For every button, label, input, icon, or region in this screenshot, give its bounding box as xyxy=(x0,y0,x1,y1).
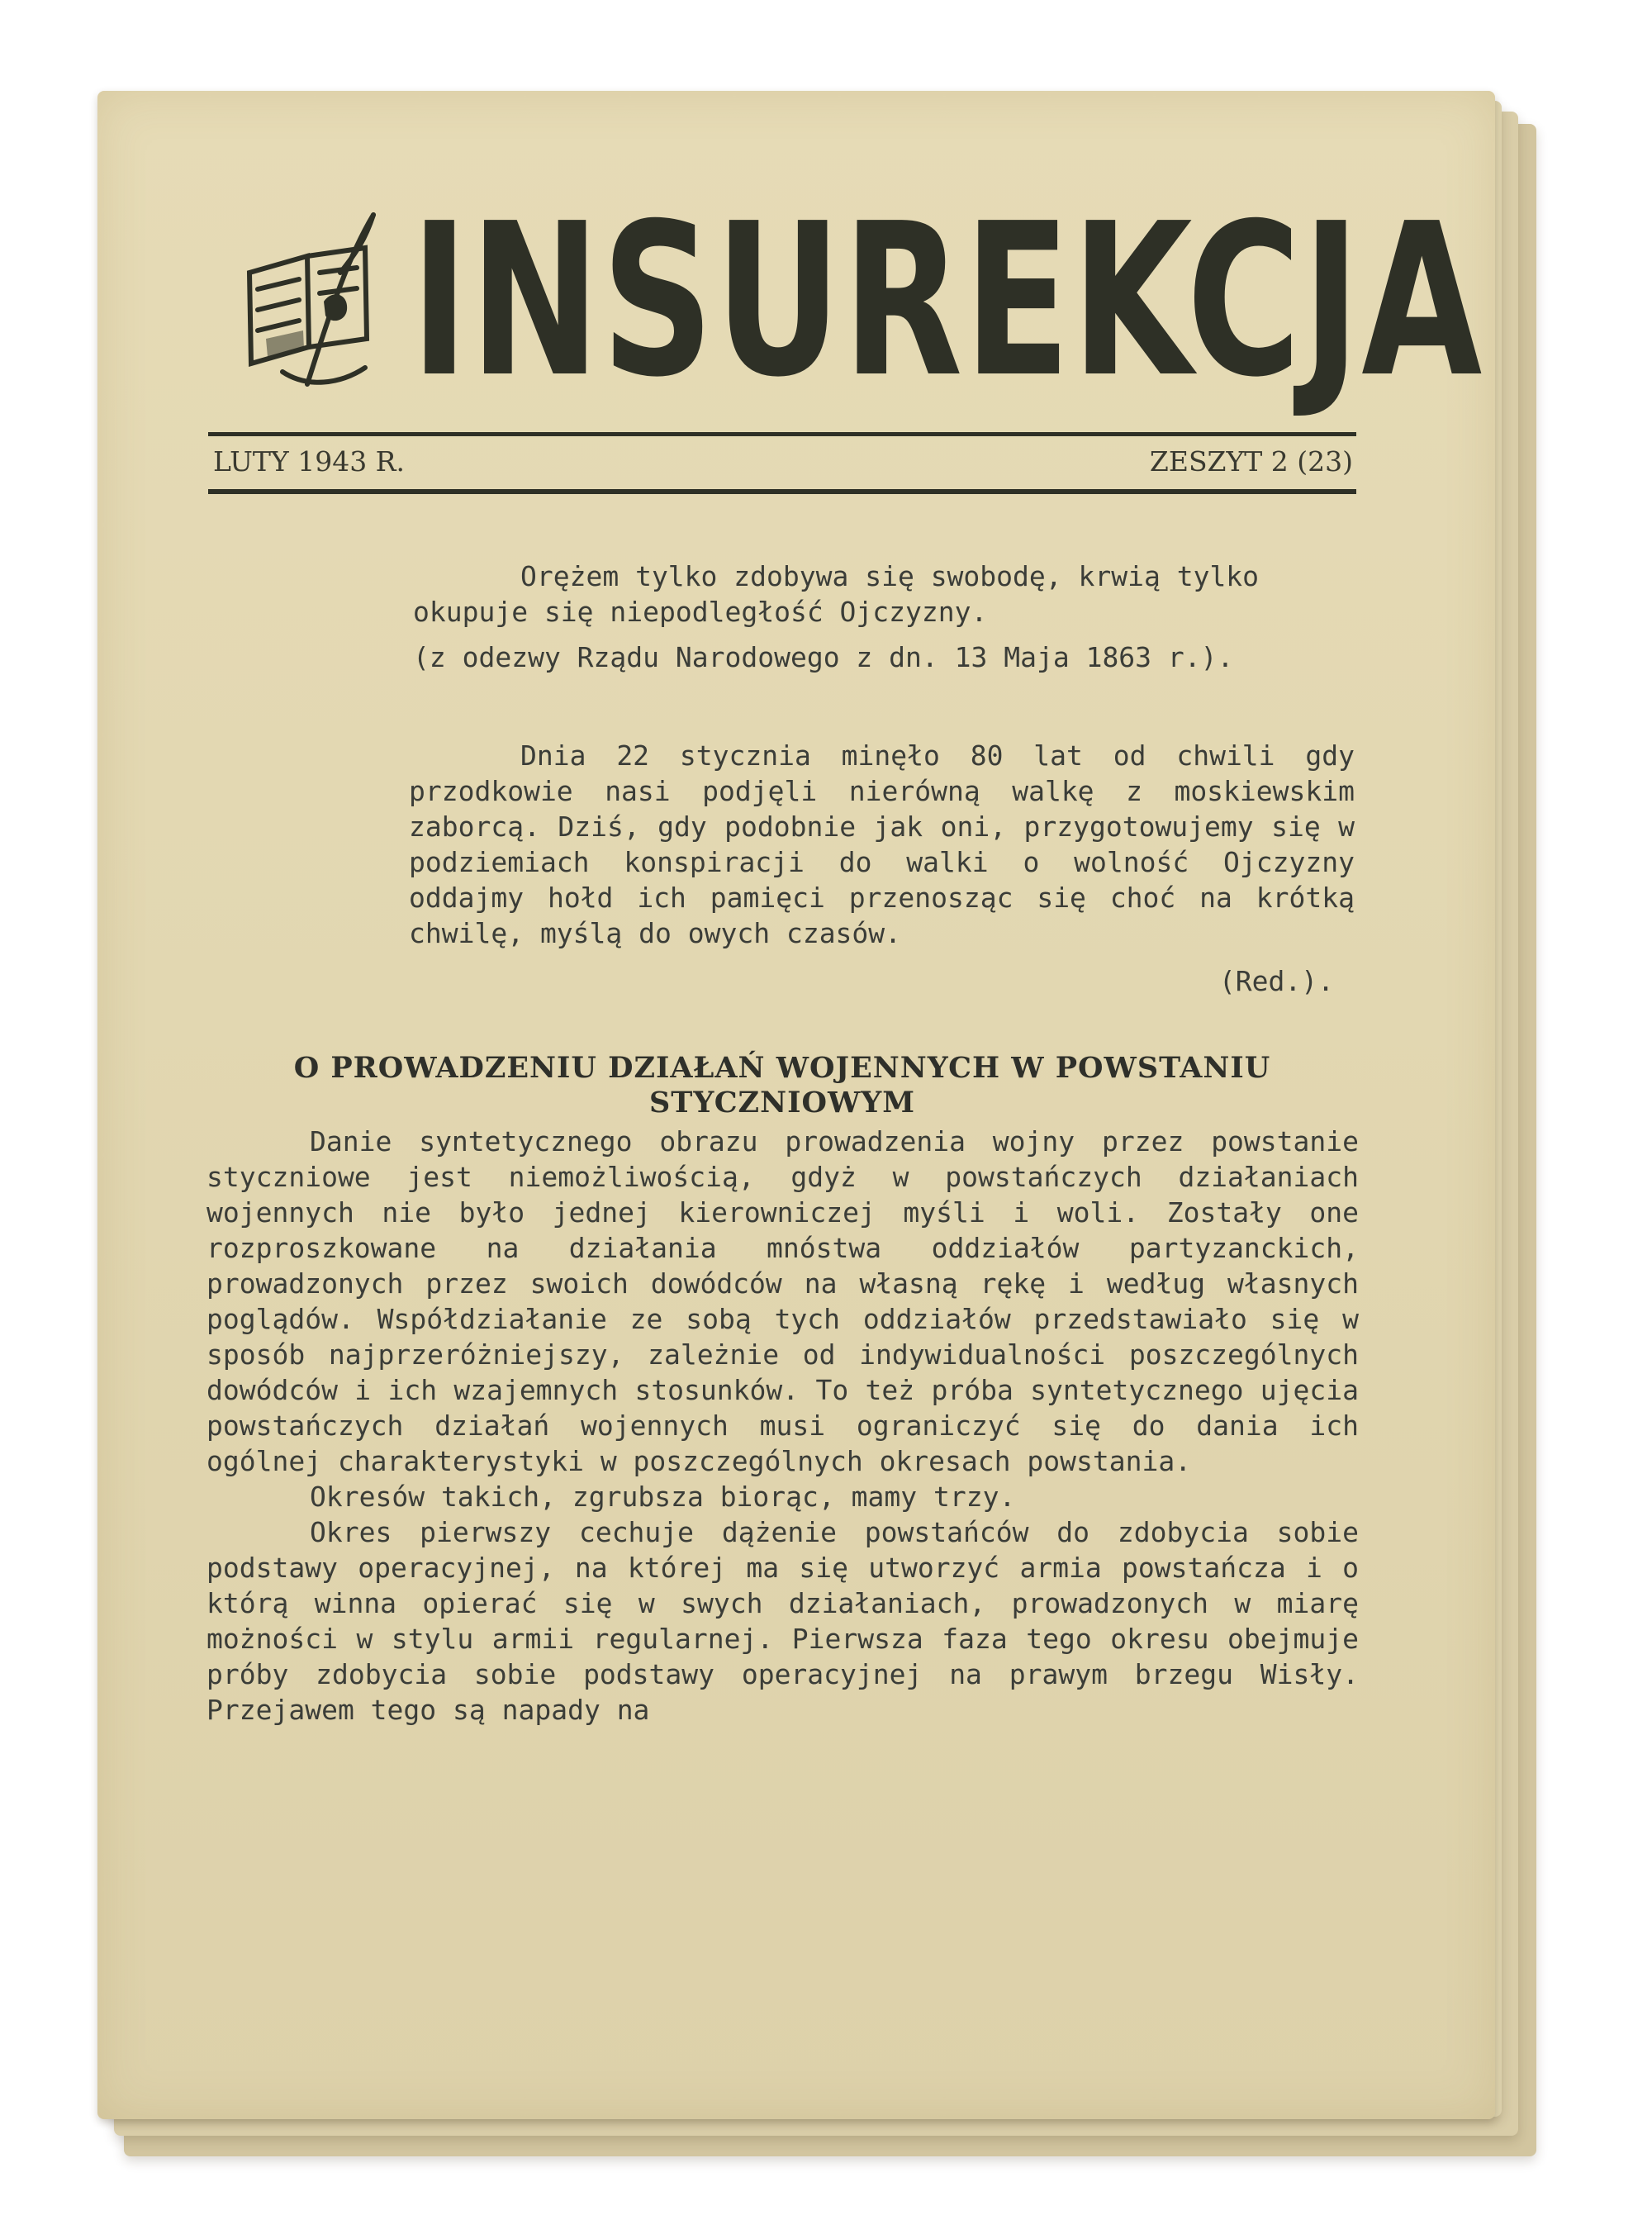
issue-info-line xyxy=(213,441,1353,483)
motto-text: Orężem tylko zdobywa się swobodę, krwią tylko okupuje się niepodległość Ojczyzny. xyxy=(413,560,1260,628)
issue-number: ZESZYT 2 (23) xyxy=(1149,445,1353,478)
masthead xyxy=(233,178,1483,424)
article-heading: O PROWADZENIU DZIAŁAŃ WOJENNYCH W POWSTANIU STYCZNIOWYM xyxy=(293,1051,1271,1120)
article-paragraph: Danie syntetycznego obrazu prowadzenia wojny przez powstanie styczniowe jest niemożliwością, gdyż w powstańczych działaniach wojennych nie było jednej kierowniczej myśli i woli. Zostały one rozproszkowane na działania mnóstwa oddziałów partyzanckich, prowadzonych przez swoich dowódców na własną rękę i według własnych poglądów. Współdziałanie ze sobą tych oddziałów przedstawiało się w sposób najprzeróżniejszy, zależnie od indywidualności poszczególnych dowódców i ich wzajemnych stosunków. To też próba syntetycznego ujęcia powstańczych działań wojennych musi ograniczyć się do dania ich ogólnej charakterystyki w poszczególnych okresach powstania. xyxy=(206,1125,1359,1477)
article-body xyxy=(206,1124,1359,1728)
motto-source: (z odezwy Rządu Narodowego z dn. 13 Maja 1863 r.). xyxy=(413,641,1234,673)
editorial-intro xyxy=(409,738,1355,951)
article-paragraph: Okresów takich, zgrubsza biorąc, mamy trzy. xyxy=(310,1481,1016,1513)
issue-date: LUTY 1943 R. xyxy=(213,445,406,478)
book-quill-emblem-icon xyxy=(233,207,386,397)
newspaper-title: INSUREKCJA xyxy=(411,178,1483,424)
masthead-rule-bottom xyxy=(208,489,1356,494)
motto-quote xyxy=(413,559,1355,675)
masthead-rule-top xyxy=(208,432,1356,436)
intro-paragraph: Dnia 22 stycznia minęło 80 lat od chwili gdy przodkowie nasi podjęli nierówną walkę z moskiewskim zaborcą. Dziś, gdy podobnie jak oni, przygotowujemy się w podziemiach konspiracji do walki o wolność Ojczyzny oddajmy hołd ich pamięci przenosząc się choć na krótką chwilę, myślą do owych czasów. xyxy=(409,739,1355,949)
article-paragraph: Okres pierwszy cechuje dążenie powstańców do zdobycia sobie podstawy operacyjnej, na której ma się utworzyć armia powstańcza i o którą winna opierać się w swych działaniach, prowadzonych w miarę możności w stylu armii regularnej. Pierwsza faza tego okresu obejmuje próby zdobycia sobie podstawy operacyjnej na prawym brzegu Wisły. Przejawem tego są napady na xyxy=(206,1516,1359,1726)
editorial-signoff: (Red.). xyxy=(1218,965,1334,997)
